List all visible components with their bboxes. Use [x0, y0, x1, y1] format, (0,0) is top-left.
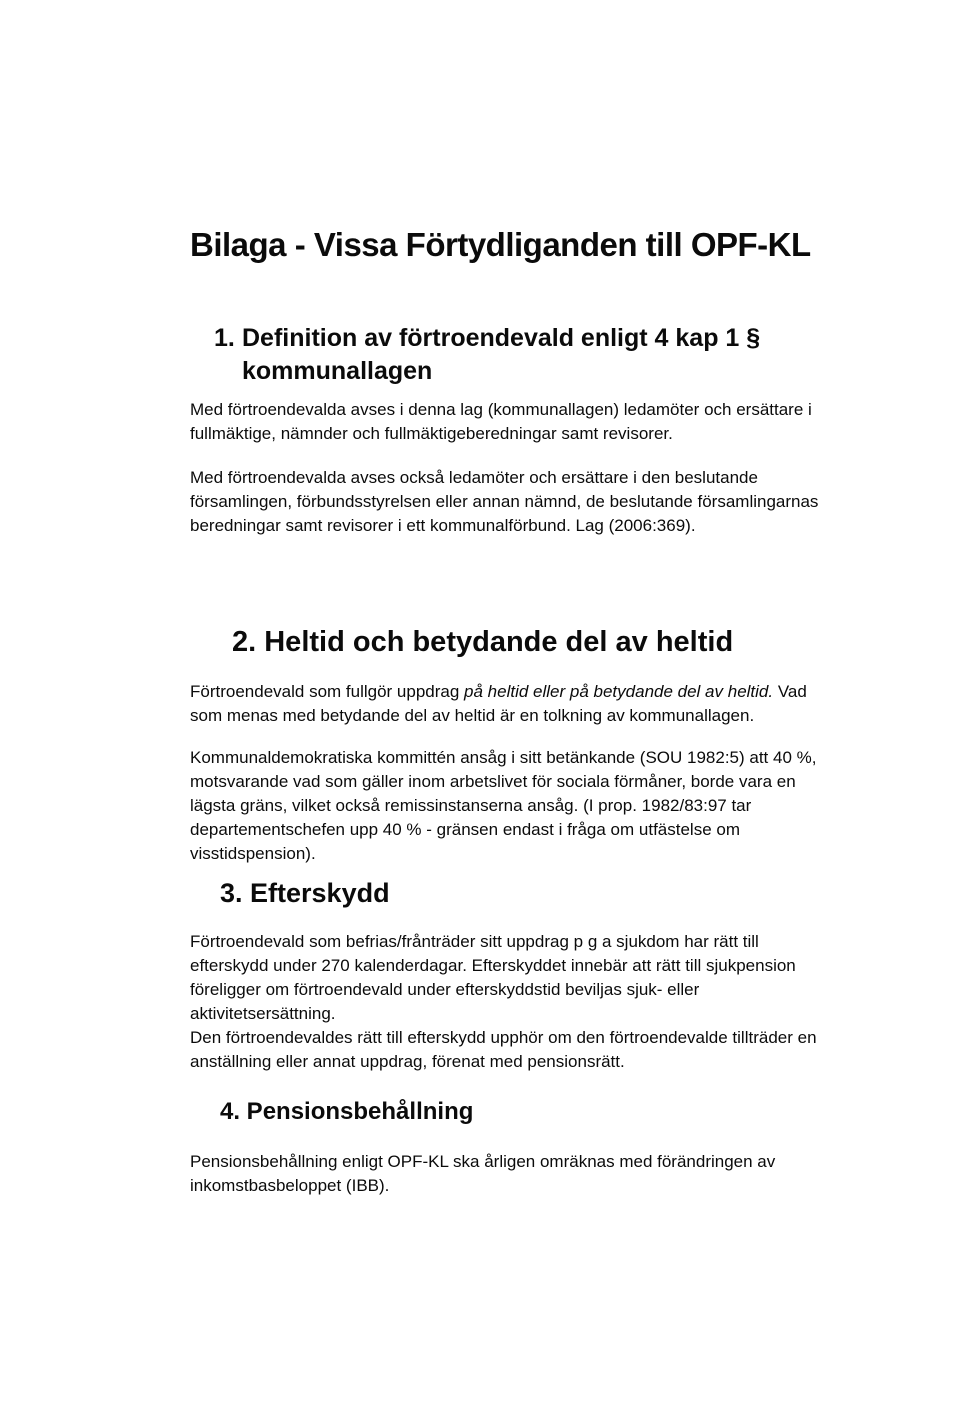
- text-line: föreligger om förtroendevald under efterskyddstid beviljas sjuk- eller: [190, 980, 700, 999]
- section-3-paragraph-1: [190, 930, 830, 1074]
- text-line: motsvarande vad som gäller inom arbetslivet för sociala förmåner, borde vara en: [190, 772, 796, 791]
- text-line: Förtroendevald som befrias/frånträder sitt uppdrag p g a sjukdom har rätt till: [190, 932, 759, 951]
- text-line: som menas med betydande del av heltid är en tolkning av kommunallagen.: [190, 706, 755, 725]
- text-line: Den förtroendevaldes rätt till efterskydd upphör om den förtroendevalde tillträder en: [190, 1028, 817, 1047]
- section-1-paragraph-1: [190, 398, 830, 446]
- section-4-paragraph-1: [190, 1150, 830, 1198]
- text-line: Med förtroendevalda avses också ledamöter och ersättare i den beslutande: [190, 468, 758, 487]
- text-line: församlingen, förbundsstyrelsen eller annan nämnd, de beslutande församlingarnas: [190, 492, 819, 511]
- section-2-paragraph-2: [190, 746, 830, 866]
- emphasis-text: på heltid eller på betydande del av heltid.: [464, 682, 774, 701]
- section-1-number: 1.: [214, 324, 235, 352]
- text-line: fullmäktige, nämnder och fullmäktigeberedningar samt revisorer.: [190, 424, 673, 443]
- section-1-paragraph-2: [190, 466, 830, 538]
- section-1-heading-line2: kommunallagen: [242, 357, 433, 385]
- text-line: Kommunaldemokratiska kommittén ansåg i sitt betänkande (SOU 1982:5) att 40 %,: [190, 748, 817, 767]
- text-line: visstidspension).: [190, 844, 316, 863]
- section-4-heading: 4. Pensionsbehållning: [220, 1098, 474, 1125]
- section-1-heading-line1: Definition av förtroendevald enligt 4 kap 1 §: [242, 324, 761, 352]
- text-line: departementschefen upp 40 % - gränsen endast i fråga om utfästelse om: [190, 820, 740, 839]
- text-run: Förtroendevald som fullgör uppdrag: [190, 682, 465, 701]
- text-line: [190, 680, 830, 704]
- section-3-heading: 3. Efterskydd: [220, 878, 390, 908]
- text-line: Med förtroendevalda avses i denna lag (kommunallagen) ledamöter och ersättare i: [190, 400, 812, 419]
- text-line: aktivitetsersättning.: [190, 1004, 336, 1023]
- section-1-heading: [214, 322, 760, 388]
- text-line: Pensionsbehållning enligt OPF-KL ska årligen omräknas med förändringen av: [190, 1152, 776, 1171]
- text-line: inkomstbasbeloppet (IBB).: [190, 1176, 390, 1195]
- section-2-paragraph-1: [190, 680, 830, 728]
- text-line: lägsta gräns, vilket också remissinstanserna ansåg. (I prop. 1982/83:97 tar: [190, 796, 752, 815]
- text-line: efterskydd under 270 kalenderdagar. Efterskyddet innebär att rätt till sjukpension: [190, 956, 796, 975]
- text-run: Vad: [773, 682, 807, 701]
- document-title: Bilaga - Vissa Förtydliganden till OPF-KL: [190, 226, 811, 263]
- text-line: beredningar samt revisorer i ett kommunalförbund. Lag (2006:369).: [190, 516, 696, 535]
- section-2-heading: 2. Heltid och betydande del av heltid: [232, 626, 734, 658]
- text-line: anställning eller annat uppdrag, förenat med pensionsrätt.: [190, 1052, 625, 1071]
